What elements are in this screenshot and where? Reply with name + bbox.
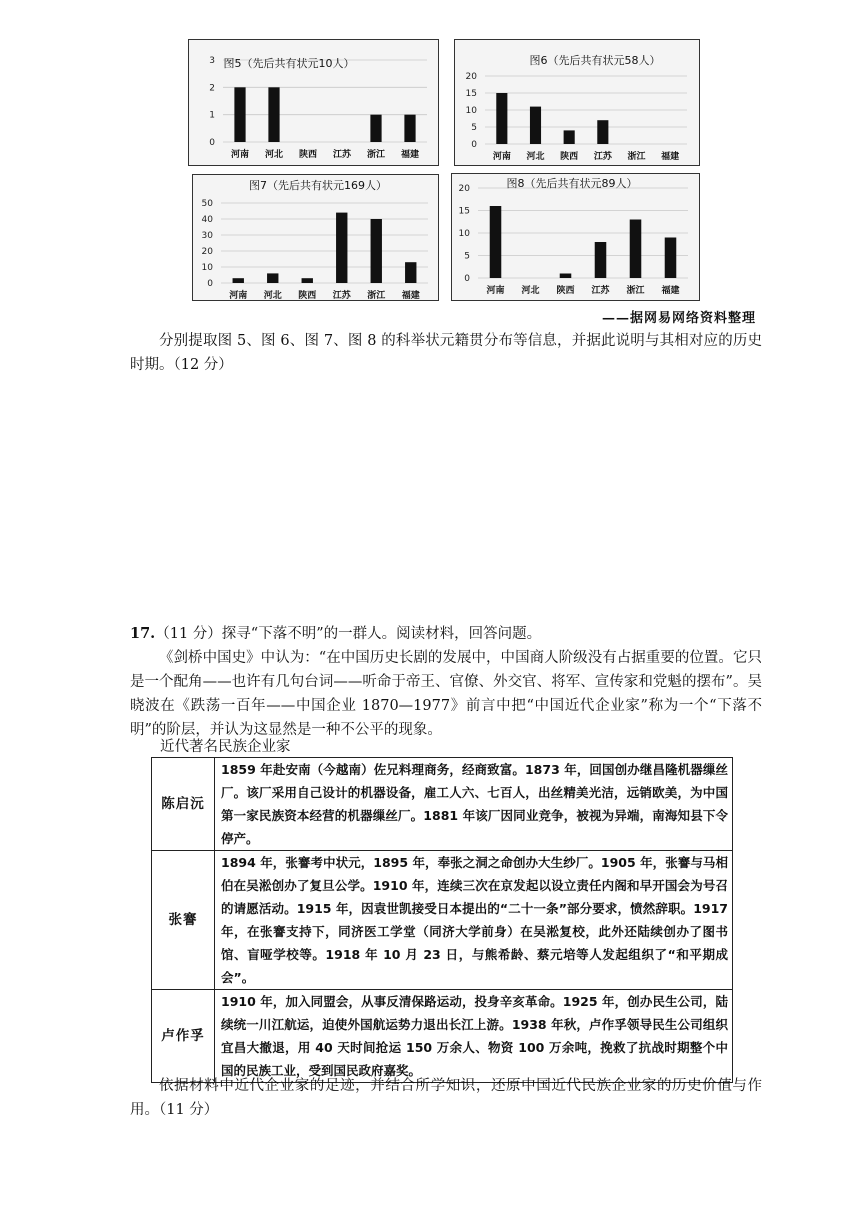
y-tick-label: 1 (209, 110, 215, 121)
x-tick-label: 浙江 (626, 286, 645, 296)
bar (564, 130, 575, 144)
x-tick-label: 河南 (230, 150, 250, 160)
bar (371, 219, 382, 283)
y-tick-label: 0 (471, 140, 477, 150)
bar (597, 120, 608, 144)
x-tick-label: 河北 (264, 150, 284, 160)
chart-figure-6 (454, 39, 700, 166)
x-tick-label: 河北 (521, 286, 540, 296)
bar (234, 87, 245, 142)
chart-title: 图8（先后共有状元89人） (506, 177, 638, 190)
source-note: ——据网易网络资料整理 (601, 311, 756, 326)
bar (665, 238, 677, 279)
bar (370, 115, 381, 142)
bar (268, 87, 279, 142)
x-tick-label: 福建 (661, 286, 680, 296)
entrepreneur-desc: 1910 年，加入同盟会，从事反清保路运动，投身辛亥革命。1925 年，创办民生公司，陆续统一川江航运，迫使外国航运势力退出长江上游。1938 年秋，卢作孚领导民生公司组织宜昌大撤退，用 40 天时间抢运 150 万余人、物资 100 万余吨，挽救了抗战时期整个中国的民族工业，受到国民政府嘉奖。 (215, 990, 733, 1083)
entrepreneur-name: 张謇 (152, 851, 215, 990)
bar (405, 262, 416, 283)
y-tick-label: 20 (201, 247, 213, 257)
x-tick-label: 江苏 (332, 150, 352, 160)
chart-8-svg (452, 174, 699, 300)
table-row (152, 851, 733, 990)
entrepreneur-desc: 1859 年赴安南（今越南）佐兄料理商务，经商致富。1873 年，回国创办继昌隆机器缫丝厂。该厂采用自己设计的机器设备，雇工人六、七百人，出丝精美光洁，远销欧美，为中国第一家民族资本经营的机器缫丝厂。1881 年该厂因同业竞争，被视为异端，南海知县下令停产。 (215, 758, 733, 851)
chart-7-svg (193, 175, 438, 300)
chart-title: 图7（先后共有状元169人） (249, 179, 387, 192)
bar (496, 93, 507, 144)
x-tick-label: 河南 (229, 291, 248, 300)
y-tick-label: 10 (465, 106, 477, 116)
bar (490, 206, 502, 278)
entrepreneur-name: 卢作孚 (152, 990, 215, 1083)
x-tick-label: 福建 (401, 291, 420, 300)
x-tick-label: 浙江 (367, 291, 386, 300)
table-row (152, 990, 733, 1083)
q17-heading (130, 622, 541, 646)
chart-title: 图6（先后共有状元58人） (529, 54, 661, 67)
x-tick-label: 陕西 (560, 152, 579, 162)
bar (595, 242, 607, 278)
x-tick-label: 陕西 (298, 291, 317, 300)
y-tick-label: 10 (201, 263, 213, 273)
bar (560, 274, 572, 279)
x-tick-label: 江苏 (591, 286, 610, 296)
y-tick-label: 20 (458, 184, 470, 194)
q17-title: （11 分）探寻“下落不明”的一群人。阅读材料，回答问题。 (155, 626, 542, 642)
y-tick-label: 30 (201, 231, 213, 241)
y-tick-label: 15 (458, 206, 470, 217)
y-tick-label: 3 (209, 56, 215, 66)
chart-6-svg (455, 40, 699, 165)
y-tick-label: 15 (465, 89, 477, 99)
y-tick-label: 0 (207, 279, 213, 289)
x-tick-label: 河北 (263, 291, 282, 300)
x-tick-label: 福建 (661, 152, 680, 162)
bar (630, 220, 642, 279)
entrepreneur-desc: 1894 年，张謇考中状元，1895 年，奉张之洞之命创办大生纱厂。1905 年，张謇与马相伯在吴淞创办了复旦公学。1910 年，连续三次在京发起以设立责任内阁和早开国会为号召的请愿活动。1915 年，因袁世凯接受日本提出的“二十一条”部分要求，愤然辞职。1917 年，在张謇支持下，同济医工学堂（同济大学前身）在吴淞复校，此外还陆续创办了图书馆、盲哑学校等。1918 年 10 月 23 日，与熊希龄、蔡元培等人发起组织了“和平期成会”。 (215, 851, 733, 990)
y-tick-label: 10 (458, 229, 470, 239)
x-tick-label: 江苏 (593, 152, 612, 162)
x-tick-label: 浙江 (366, 150, 386, 160)
bar (302, 278, 313, 283)
y-tick-label: 20 (465, 72, 477, 82)
q17-number: 17. (130, 625, 156, 642)
chart-5-svg (189, 40, 438, 165)
chart-figure-5 (188, 39, 439, 166)
y-tick-label: 2 (209, 83, 215, 94)
q16-prompt: 分别提取图 5、图 6、图 7、图 8 的科举状元籍贯分布等信息，并据此说明与其相对应的历史时期。（12 分） (130, 333, 762, 373)
bar (336, 213, 347, 283)
entrepreneur-table (151, 757, 733, 1083)
x-tick-label: 浙江 (627, 152, 646, 162)
y-tick-label: 50 (201, 199, 213, 209)
chart-figure-8 (451, 173, 700, 301)
chart-figure-7 (192, 174, 439, 301)
entrepreneur-name: 陈启沅 (152, 758, 215, 851)
table-row (152, 758, 733, 851)
y-tick-label: 40 (201, 215, 213, 225)
q17-material: 《剑桥中国史》中认为：“在中国历史长剧的发展中，中国商人阶级没有占据重要的位置。它只是一个配角——也许有几句台词——听命于帝王、官僚、外交官、将军、宣传家和党魁的摆布”。吴晓波在《跌荡一百年——中国企业 1870—1977》前言中把“中国近代企业家”称为一个“下落不明”的阶层，并认为这显然是一种不公平的现象。 (130, 650, 762, 738)
bar (530, 107, 541, 144)
q17-prompt: 依据材料中近代企业家的足迹，并结合所学知识，还原中国近代民族企业家的历史价值与作用。（11 分） (130, 1078, 762, 1118)
chart-title: 图5（先后共有状元10人） (223, 57, 355, 70)
x-tick-label: 陕西 (556, 286, 575, 296)
bar (233, 278, 244, 283)
bar (404, 115, 415, 142)
x-tick-label: 河北 (526, 152, 545, 162)
y-tick-label: 0 (464, 274, 470, 284)
table-caption: 近代著名民族企业家 (160, 739, 291, 755)
y-tick-label: 5 (471, 123, 477, 133)
y-tick-label: 5 (464, 251, 470, 262)
x-tick-label: 河南 (492, 152, 511, 162)
bar (267, 273, 278, 283)
x-tick-label: 江苏 (332, 291, 351, 300)
x-tick-label: 福建 (400, 150, 420, 160)
x-tick-label: 陕西 (298, 150, 318, 160)
x-tick-label: 河南 (486, 286, 505, 296)
y-tick-label: 0 (209, 138, 215, 148)
